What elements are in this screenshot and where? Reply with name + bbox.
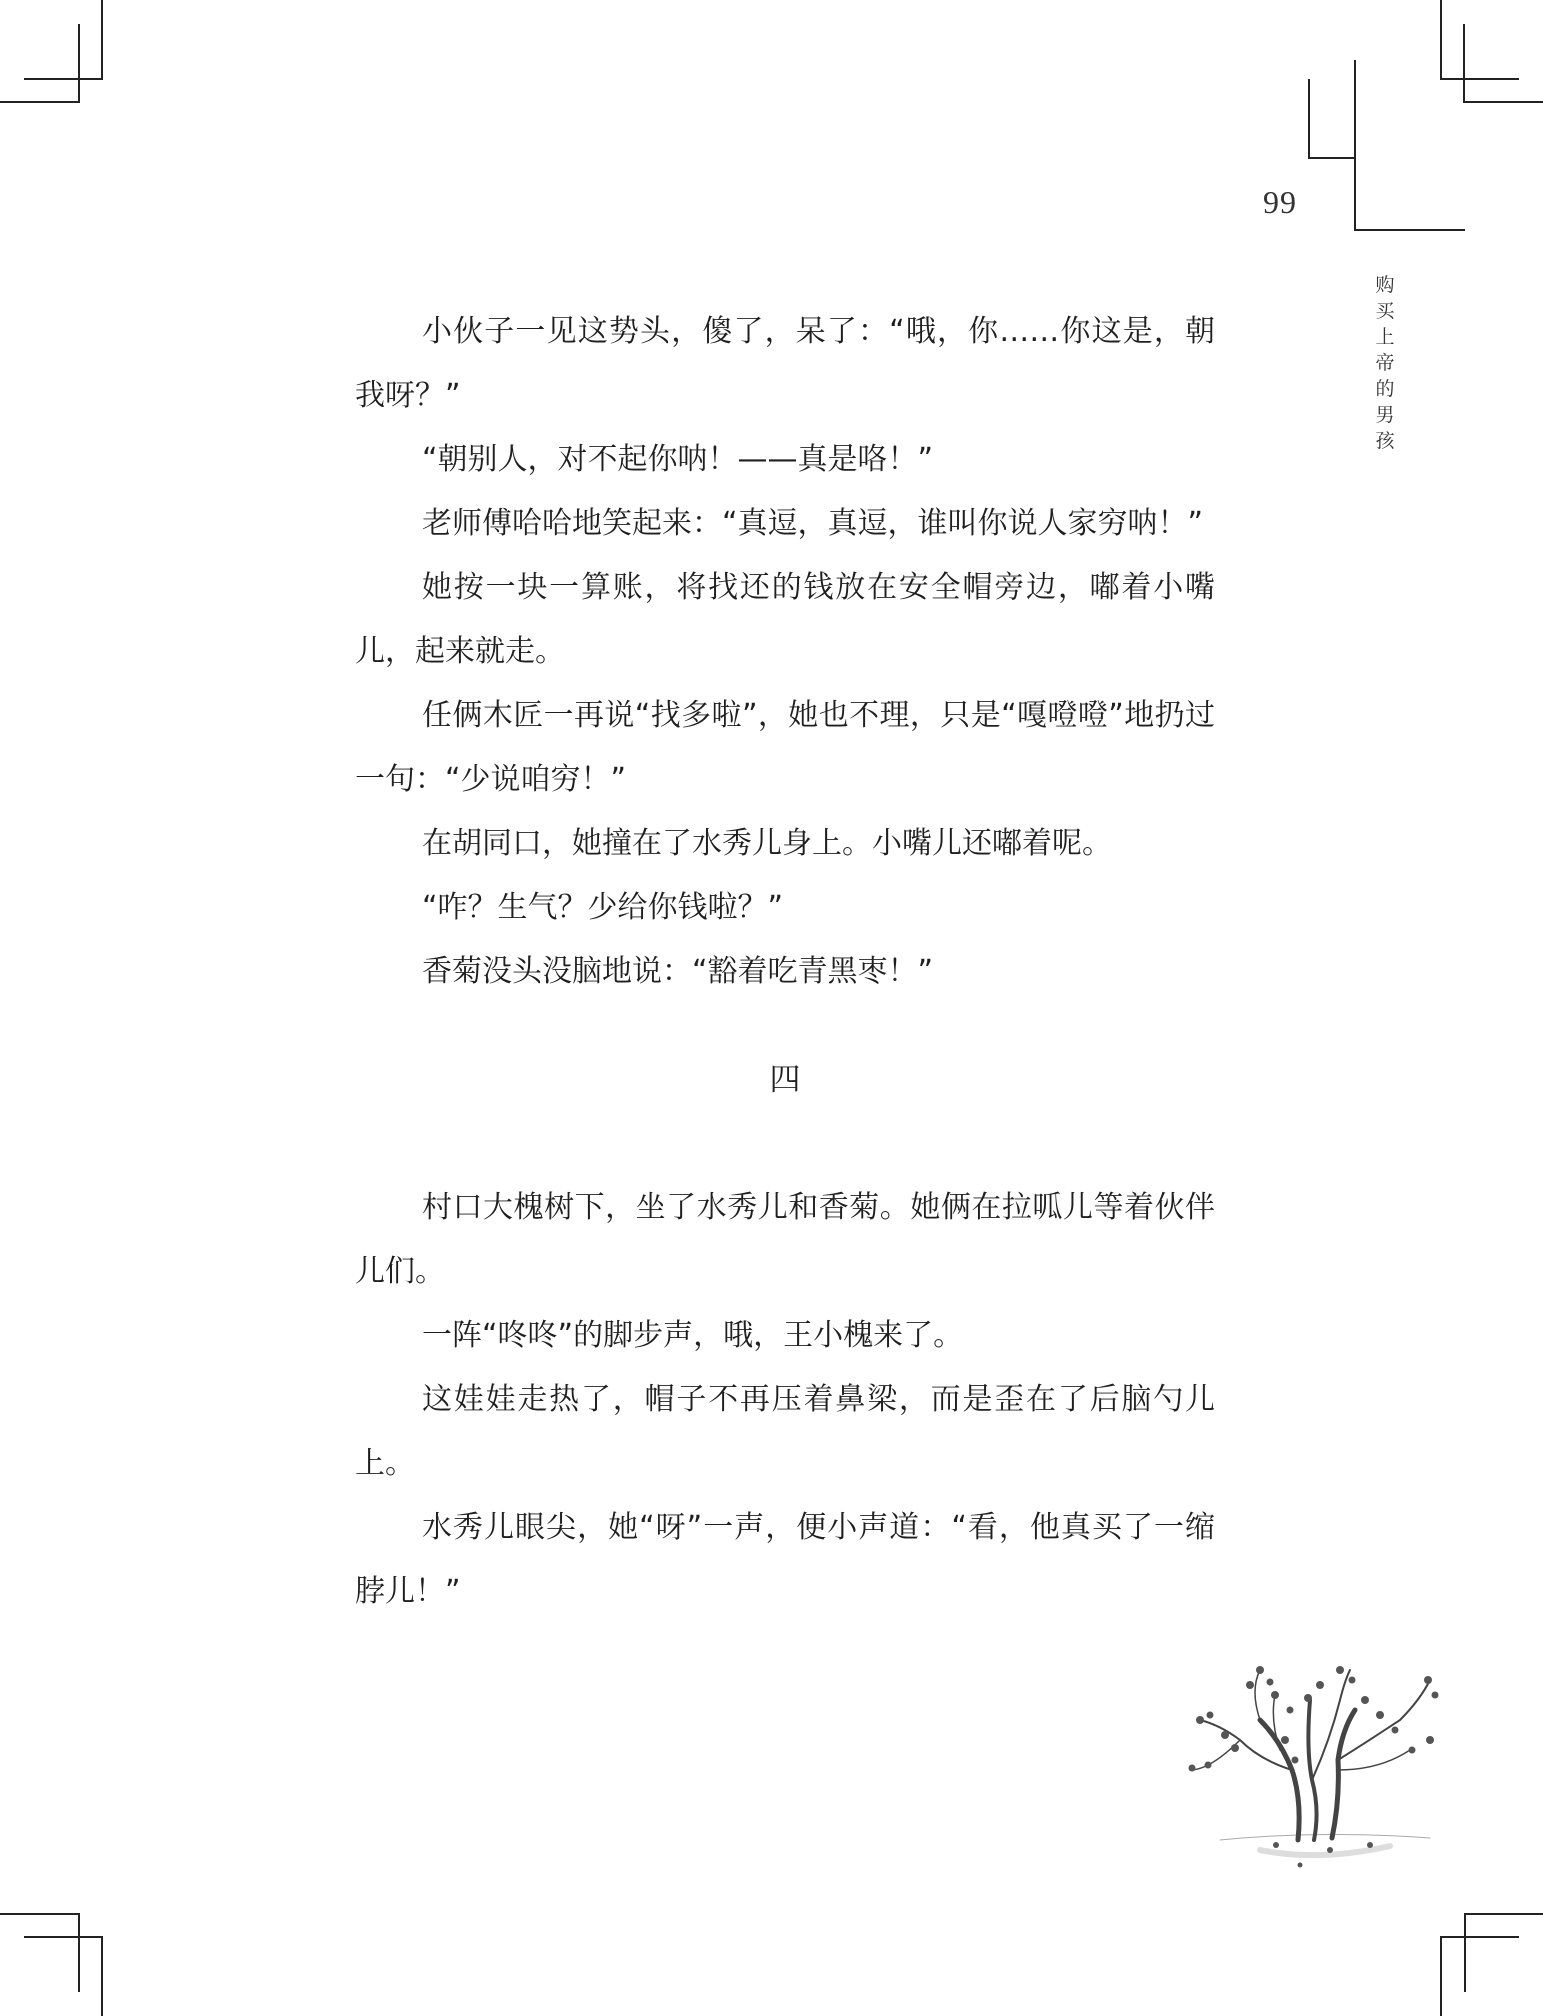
- running-head-char: 男: [1375, 404, 1395, 426]
- page-number: 99: [1263, 184, 1297, 220]
- running-head-char: 帝: [1375, 352, 1395, 374]
- running-head-char: 的: [1375, 378, 1395, 400]
- paragraph: 任俩木匠一再说“找多啦”，她也不理，只是“嘎噔噔”地扔过一句：“少说咱穷！”: [355, 698, 1215, 797]
- running-head-char: 孩: [1375, 430, 1395, 452]
- running-head-title: [1372, 272, 1398, 454]
- running-head-char: 上: [1375, 326, 1395, 348]
- paragraph: 这娃娃走热了，帽子不再压着鼻梁，而是歪在了后脑勺儿上。: [355, 1382, 1215, 1481]
- tree-illustration: [1180, 1640, 1470, 1900]
- paragraph: 水秀儿眼尖，她“呀”一声，便小声道：“看，他真买了一缩脖儿！”: [355, 1510, 1215, 1609]
- paragraph: “咋？生气？少给你钱啦？”: [422, 890, 784, 925]
- running-head-char: 购: [1375, 274, 1395, 296]
- paragraph: 她按一块一算账，将找还的钱放在安全帽旁边，嘟着小嘴儿，起来就走。: [355, 570, 1215, 669]
- paragraph: 在胡同口，她撞在了水秀儿身上。小嘴儿还嘟着呢。: [422, 826, 1112, 861]
- paragraph: 一阵“咚咚”的脚步声，哦，王小槐来了。: [422, 1318, 964, 1353]
- section-heading: 四: [769, 1062, 801, 1098]
- paragraph: 村口大槐树下，坐了水秀儿和香菊。她俩在拉呱儿等着伙伴儿们。: [355, 1190, 1215, 1289]
- body-text: [355, 300, 1215, 1624]
- paragraph: “朝别人，对不起你呐！——真是咯！”: [422, 442, 934, 477]
- paragraph: 小伙子一见这势头，傻了，呆了：“哦，你……你这是，朝我呀？”: [355, 314, 1215, 413]
- paragraph: 老师傅哈哈地笑起来：“真逗，真逗，谁叫你说人家穷呐！”: [422, 506, 1204, 541]
- paragraph: 香菊没头没脑地说：“豁着吃青黑枣！”: [422, 954, 934, 989]
- running-head-char: 买: [1375, 300, 1395, 322]
